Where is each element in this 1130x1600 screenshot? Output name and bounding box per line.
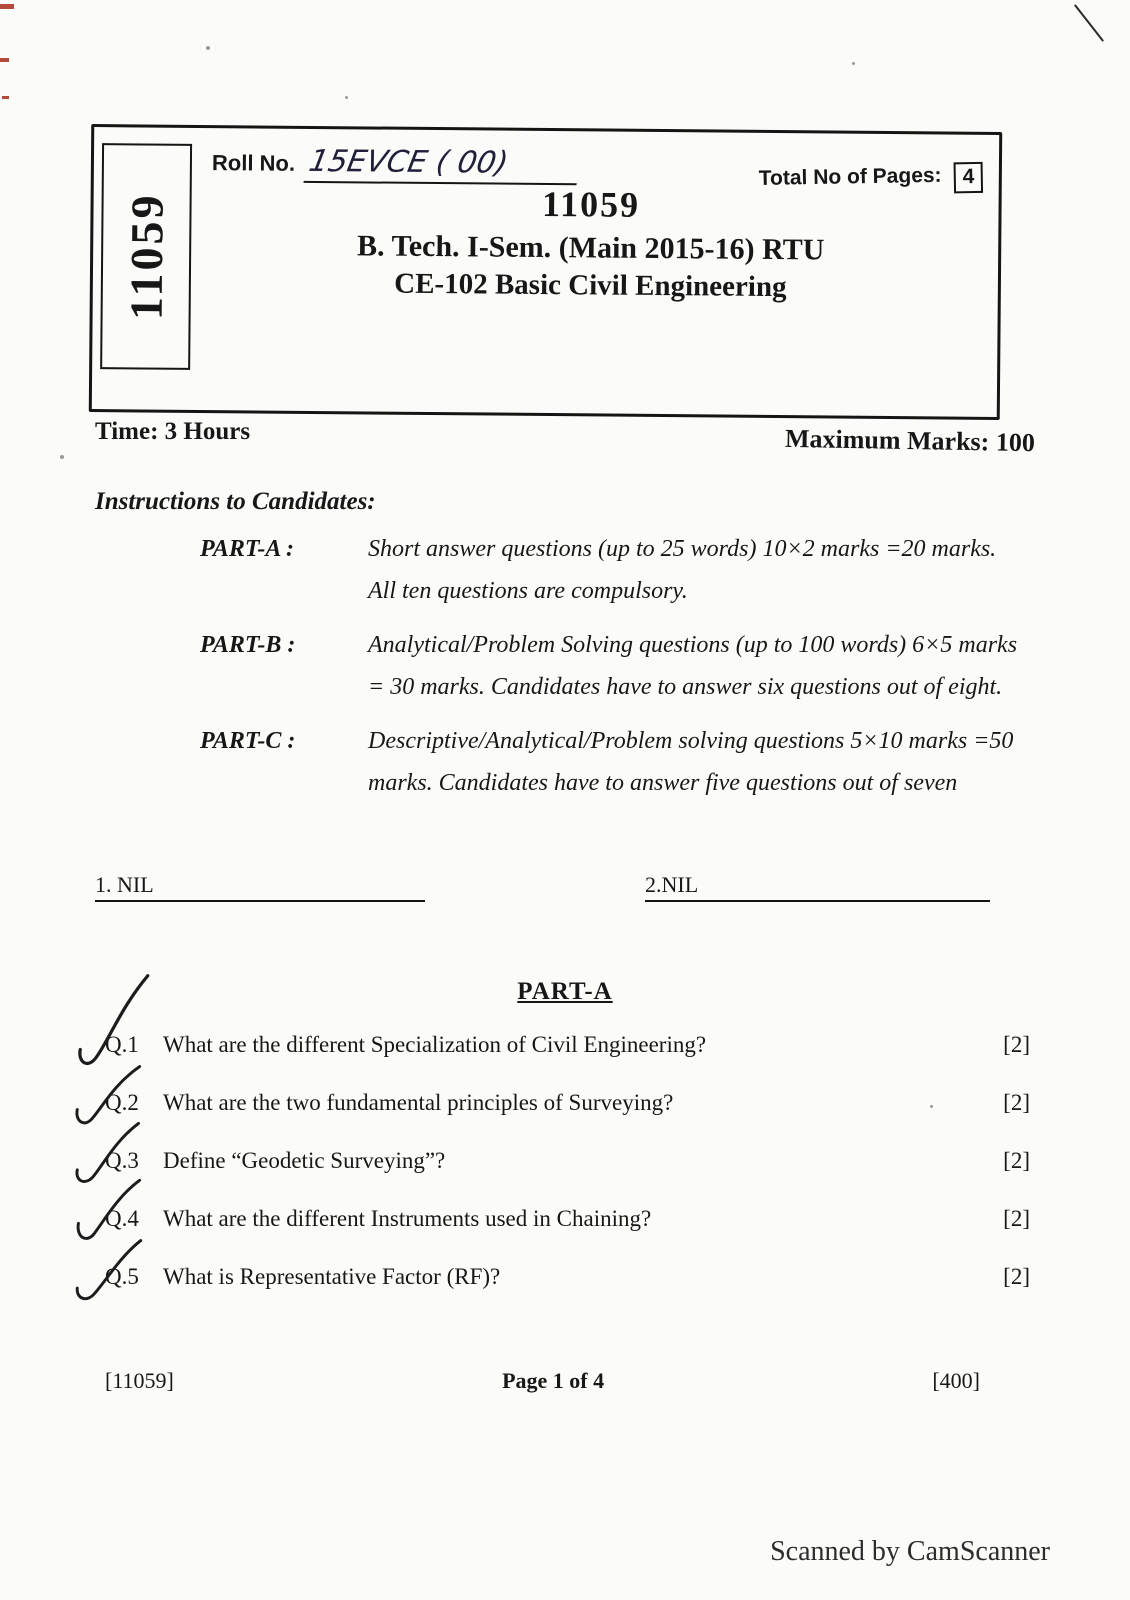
instructions-heading: Instructions to Candidates: (95, 488, 376, 515)
footer-page-number: Page 1 of 4 (502, 1368, 605, 1393)
question-marks: [2] (1003, 1206, 1030, 1231)
question-row-5 (105, 1262, 1030, 1291)
question-text: Define “Geodetic Surveying”? (163, 1148, 446, 1173)
total-pages-label: Total No of Pages: (758, 163, 942, 190)
instructions-section (95, 488, 1040, 804)
paper-code: 11059 (541, 183, 641, 225)
question-marks: [2] (1003, 1090, 1030, 1115)
part-a-label: PART-A : (200, 536, 295, 562)
maximum-marks: Maximum Marks: 100 (784, 423, 1036, 458)
exam-titles (203, 180, 979, 306)
question-marks: [2] (1003, 1032, 1030, 1057)
question-marks: [2] (1003, 1264, 1030, 1289)
part-c-label: PART-C : (200, 728, 296, 754)
question-marks: [2] (1003, 1148, 1030, 1173)
question-row-2 (105, 1088, 1030, 1117)
paper-code-vertical-box (100, 143, 192, 370)
question-row-4 (105, 1204, 1030, 1233)
scan-artifact (2, 96, 9, 99)
scan-artifact (0, 58, 9, 62)
nil-field-1: 1. NIL (95, 872, 425, 902)
part-a-description: Short answer questions (up to 25 words) 10×2 marks =20 marks. All ten questions are compulsory. (368, 536, 997, 604)
question-number: Q.4 (105, 1206, 139, 1231)
exam-header-box (89, 124, 1002, 420)
question-list (105, 1030, 1030, 1320)
nil-field-2: 2.NIL (645, 872, 990, 902)
question-row-3 (105, 1146, 1030, 1175)
part-c-description: Descriptive/Analytical/Problem solving questions 5×10 marks =50 marks. Candidates have to answer five questions out of seven (368, 728, 1014, 796)
scan-artifact (345, 96, 348, 99)
question-number: Q.1 (105, 1032, 139, 1057)
roll-no-label: Roll No. (211, 150, 296, 176)
exam-title-line1: B. Tech. I-Sem. (Main 2015-16) RTU (356, 229, 825, 267)
scan-artifact (60, 455, 64, 459)
question-number: Q.2 (105, 1090, 139, 1115)
part-b-description: Analytical/Problem Solving questions (up to 100 words) 6×5 marks = 30 marks. Candidates have to answer six questions out of eight. (368, 632, 1018, 700)
question-row-1 (105, 1030, 1030, 1059)
roll-number-area (212, 144, 580, 185)
instruction-part-c (95, 720, 1040, 804)
question-text: What are the different Instruments used in Chaining? (163, 1206, 652, 1231)
question-text: What are the two fundamental principles of Surveying? (163, 1090, 674, 1115)
question-text: What is Representative Factor (RF)? (163, 1264, 501, 1289)
scan-artifact (0, 4, 14, 9)
roll-no-handwritten-value: 15EVCE ( 00) (304, 145, 584, 185)
total-pages-value: 4 (953, 162, 983, 194)
part-a-section-heading: PART-A (517, 978, 613, 1005)
footer-print-count: [400] (932, 1368, 980, 1393)
nil-row (95, 872, 990, 902)
exam-title-line2: CE-102 Basic Civil Engineering (394, 267, 787, 304)
question-number: Q.5 (105, 1264, 139, 1289)
footer-paper-code: [11059] (105, 1368, 174, 1393)
question-text: What are the different Specialization of Civil Engineering? (163, 1032, 707, 1057)
scan-artifact (1074, 4, 1104, 41)
meta-row (95, 418, 1035, 456)
camscanner-credit: Scanned by CamScanner (770, 1536, 1050, 1567)
paper-code-vertical: 11059 (120, 192, 173, 321)
instruction-part-b (95, 624, 1040, 708)
page-footer (105, 1368, 980, 1394)
question-number: Q.3 (105, 1148, 139, 1173)
part-b-label: PART-B : (200, 632, 296, 658)
scan-artifact (852, 62, 855, 65)
scan-artifact (206, 46, 210, 50)
instruction-part-a (95, 528, 1040, 612)
time-allowed: Time: 3 Hours (95, 418, 251, 445)
